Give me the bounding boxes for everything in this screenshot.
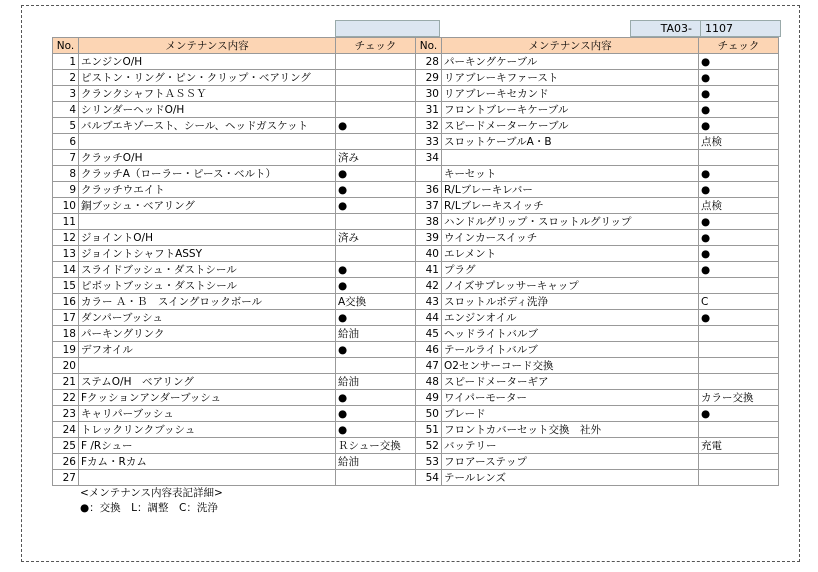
left-no-cell: 26 — [53, 454, 79, 470]
left-no-cell: 23 — [53, 406, 79, 422]
left-check-cell — [336, 214, 416, 230]
left-content-cell: 銅ブッシュ・ベアリング — [79, 198, 336, 214]
left-no-cell: 10 — [53, 198, 79, 214]
left-check-cell — [336, 102, 416, 118]
left-no-cell: 15 — [53, 278, 79, 294]
left-no-cell: 16 — [53, 294, 79, 310]
table-row — [53, 406, 779, 422]
left-no-cell: 4 — [53, 102, 79, 118]
left-check-cell — [336, 358, 416, 374]
right-no-cell: 33 — [416, 134, 442, 150]
right-no-cell: 50 — [416, 406, 442, 422]
table-row — [53, 374, 779, 390]
right-check-cell: カラー交換 — [699, 390, 779, 406]
left-content-cell: バルブエキゾースト、シール、ヘッドガスケット — [79, 118, 336, 134]
left-check-cell — [336, 470, 416, 486]
left-check-cell: ● — [336, 198, 416, 214]
right-no-cell — [416, 166, 442, 182]
right-content-cell: O2センサーコード交換 — [442, 358, 699, 374]
right-no-cell: 29 — [416, 70, 442, 86]
right-content-cell: ワイパーモーター — [442, 390, 699, 406]
left-content-cell: エンジンO/H — [79, 54, 336, 70]
legend-items: ●：交換 L：調整 C：洗浄 — [80, 502, 218, 514]
left-check-cell: ● — [336, 406, 416, 422]
left-check-cell: ● — [336, 390, 416, 406]
right-check-cell — [699, 326, 779, 342]
table-row — [53, 390, 779, 406]
right-content-cell: リアブレーキファースト — [442, 70, 699, 86]
table-row — [53, 150, 779, 166]
legend — [80, 486, 223, 516]
left-content-cell: スライドブッシュ・ダストシール — [79, 262, 336, 278]
right-check-cell: ● — [699, 102, 779, 118]
left-content-cell: パーキングリンク — [79, 326, 336, 342]
right-content-cell: エレメント — [442, 246, 699, 262]
right-check-cell — [699, 422, 779, 438]
table-row — [53, 70, 779, 86]
left-check-cell: ● — [336, 118, 416, 134]
table-row — [53, 342, 779, 358]
table-row — [53, 438, 779, 454]
right-check-cell — [699, 278, 779, 294]
right-no-cell: 28 — [416, 54, 442, 70]
left-no-cell: 7 — [53, 150, 79, 166]
table-row — [53, 246, 779, 262]
right-check-cell — [699, 374, 779, 390]
right-content-cell: テールライトバルブ — [442, 342, 699, 358]
left-check-cell: ● — [336, 182, 416, 198]
left-check-cell: ● — [336, 310, 416, 326]
table-row — [53, 198, 779, 214]
left-content-cell: ステムO/H ベアリング — [79, 374, 336, 390]
table-row — [53, 310, 779, 326]
right-no-cell: 44 — [416, 310, 442, 326]
left-no-cell: 17 — [53, 310, 79, 326]
left-no-cell: 25 — [53, 438, 79, 454]
left-content-cell: カラー Ａ・Ｂ スイングロックボール — [79, 294, 336, 310]
left-check-cell — [336, 86, 416, 102]
right-check-cell — [699, 342, 779, 358]
right-content-cell: ノイズサプレッサーキャップ — [442, 278, 699, 294]
right-check-cell: ● — [699, 214, 779, 230]
right-no-cell: 34 — [416, 150, 442, 166]
maintenance-table — [52, 37, 779, 486]
right-check-cell: ● — [699, 118, 779, 134]
col-header-content-right: メンテナンス内容 — [442, 38, 699, 54]
left-content-cell: クラッチウエイト — [79, 182, 336, 198]
left-check-cell — [336, 70, 416, 86]
table-header-row — [53, 38, 779, 54]
left-check-cell: ● — [336, 278, 416, 294]
right-no-cell: 32 — [416, 118, 442, 134]
right-content-cell: パーキングケーブル — [442, 54, 699, 70]
right-check-cell — [699, 454, 779, 470]
right-check-cell: ● — [699, 230, 779, 246]
right-check-cell: 充電 — [699, 438, 779, 454]
left-no-cell: 13 — [53, 246, 79, 262]
right-content-cell: フロントブレーキケーブル — [442, 102, 699, 118]
right-no-cell: 46 — [416, 342, 442, 358]
right-check-cell: ● — [699, 406, 779, 422]
right-no-cell: 52 — [416, 438, 442, 454]
table-row — [53, 86, 779, 102]
right-content-cell: R/Lブレーキレバー — [442, 182, 699, 198]
right-content-cell: フロントカバーセット交換 社外 — [442, 422, 699, 438]
left-content-cell: ピボットブッシュ・ダストシール — [79, 278, 336, 294]
right-content-cell: スロットルボディ洗浄 — [442, 294, 699, 310]
left-no-cell: 12 — [53, 230, 79, 246]
left-check-cell — [336, 134, 416, 150]
left-no-cell: 14 — [53, 262, 79, 278]
right-no-cell: 43 — [416, 294, 442, 310]
col-header-check-left: チェック — [336, 38, 416, 54]
left-content-cell — [79, 214, 336, 230]
right-check-cell: ● — [699, 70, 779, 86]
doc-code-value: 1107 — [700, 20, 781, 37]
right-content-cell: ヘッドライトバルブ — [442, 326, 699, 342]
left-check-cell: 済み — [336, 230, 416, 246]
left-check-cell: Ｒシュー交換 — [336, 438, 416, 454]
left-content-cell: F /Rシュー — [79, 438, 336, 454]
right-content-cell: ブレード — [442, 406, 699, 422]
table-row — [53, 166, 779, 182]
left-content-cell: クラッチO/H — [79, 150, 336, 166]
col-header-no-right: No. — [416, 38, 442, 54]
right-no-cell: 30 — [416, 86, 442, 102]
left-no-cell: 22 — [53, 390, 79, 406]
right-check-cell: C — [699, 294, 779, 310]
right-content-cell: フロアーステップ — [442, 454, 699, 470]
right-content-cell: エンジンオイル — [442, 310, 699, 326]
left-content-cell: ピストン・リング・ピン・クリップ・ベアリング — [79, 70, 336, 86]
table-row — [53, 278, 779, 294]
right-no-cell: 47 — [416, 358, 442, 374]
left-content-cell: ジョイントO/H — [79, 230, 336, 246]
right-no-cell: 42 — [416, 278, 442, 294]
check-header-cell — [335, 20, 440, 37]
table-body — [53, 54, 779, 486]
right-content-cell: ウインカースイッチ — [442, 230, 699, 246]
right-no-cell: 45 — [416, 326, 442, 342]
table-row — [53, 118, 779, 134]
table-row — [53, 102, 779, 118]
right-content-cell: リアブレーキセカンド — [442, 86, 699, 102]
left-content-cell: ジョイントシャフトASSY — [79, 246, 336, 262]
left-no-cell: 1 — [53, 54, 79, 70]
table-row — [53, 182, 779, 198]
right-no-cell: 39 — [416, 230, 442, 246]
left-no-cell: 27 — [53, 470, 79, 486]
left-check-cell: 給油 — [336, 374, 416, 390]
left-no-cell: 3 — [53, 86, 79, 102]
left-content-cell: ダンパーブッシュ — [79, 310, 336, 326]
right-content-cell: スピードメーターケーブル — [442, 118, 699, 134]
table-row — [53, 54, 779, 70]
left-no-cell: 5 — [53, 118, 79, 134]
left-no-cell: 20 — [53, 358, 79, 374]
legend-title: <メンテナンス内容表記詳細> — [80, 487, 223, 499]
right-check-cell: 点検 — [699, 134, 779, 150]
table-row — [53, 454, 779, 470]
right-no-cell: 41 — [416, 262, 442, 278]
right-check-cell — [699, 150, 779, 166]
right-no-cell: 53 — [416, 454, 442, 470]
col-header-no-left: No. — [53, 38, 79, 54]
right-content-cell: ハンドルグリップ・スロットルグリップ — [442, 214, 699, 230]
table-row — [53, 262, 779, 278]
right-no-cell: 54 — [416, 470, 442, 486]
table-row — [53, 422, 779, 438]
doc-code-label: TA03- — [630, 20, 700, 37]
right-check-cell: ● — [699, 182, 779, 198]
right-check-cell: ● — [699, 54, 779, 70]
left-content-cell: デフオイル — [79, 342, 336, 358]
right-content-cell: バッテリー — [442, 438, 699, 454]
right-no-cell: 51 — [416, 422, 442, 438]
left-no-cell: 9 — [53, 182, 79, 198]
left-no-cell: 2 — [53, 70, 79, 86]
right-no-cell: 48 — [416, 374, 442, 390]
right-check-cell: ● — [699, 166, 779, 182]
left-check-cell: A交換 — [336, 294, 416, 310]
table-row — [53, 230, 779, 246]
left-content-cell: クランクシャフトＡＳＳＹ — [79, 86, 336, 102]
left-check-cell: 済み — [336, 150, 416, 166]
right-check-cell: ● — [699, 310, 779, 326]
right-content-cell — [442, 150, 699, 166]
left-no-cell: 24 — [53, 422, 79, 438]
left-check-cell: ● — [336, 422, 416, 438]
left-content-cell: Fカム・Rカム — [79, 454, 336, 470]
table-row — [53, 134, 779, 150]
right-no-cell: 31 — [416, 102, 442, 118]
right-check-cell — [699, 358, 779, 374]
right-content-cell: R/Lブレーキスイッチ — [442, 198, 699, 214]
left-check-cell: ● — [336, 166, 416, 182]
left-no-cell: 18 — [53, 326, 79, 342]
right-no-cell: 40 — [416, 246, 442, 262]
left-content-cell: クラッチA（ローラー・ピース・ベルト） — [79, 166, 336, 182]
left-content-cell: キャリパーブッシュ — [79, 406, 336, 422]
left-check-cell — [336, 246, 416, 262]
left-no-cell: 8 — [53, 166, 79, 182]
right-content-cell: テールレンズ — [442, 470, 699, 486]
table-row — [53, 294, 779, 310]
left-check-cell: ● — [336, 342, 416, 358]
left-check-cell: ● — [336, 262, 416, 278]
table-row — [53, 470, 779, 486]
table-row — [53, 214, 779, 230]
left-content-cell — [79, 358, 336, 374]
left-check-cell — [336, 54, 416, 70]
left-no-cell: 11 — [53, 214, 79, 230]
left-no-cell: 6 — [53, 134, 79, 150]
right-no-cell: 49 — [416, 390, 442, 406]
right-no-cell: 38 — [416, 214, 442, 230]
left-content-cell: シリンダーヘッドO/H — [79, 102, 336, 118]
left-check-cell: 給油 — [336, 326, 416, 342]
right-content-cell: キーセット — [442, 166, 699, 182]
left-check-cell: 給油 — [336, 454, 416, 470]
left-no-cell: 19 — [53, 342, 79, 358]
left-content-cell — [79, 134, 336, 150]
table-row — [53, 326, 779, 342]
col-header-content-left: メンテナンス内容 — [79, 38, 336, 54]
right-check-cell — [699, 470, 779, 486]
right-check-cell: ● — [699, 86, 779, 102]
col-header-check-right: チェック — [699, 38, 779, 54]
right-content-cell: プラグ — [442, 262, 699, 278]
right-content-cell: スピードメーターギア — [442, 374, 699, 390]
left-no-cell: 21 — [53, 374, 79, 390]
right-check-cell: ● — [699, 262, 779, 278]
right-content-cell: スロットケーブルA・B — [442, 134, 699, 150]
table-row — [53, 358, 779, 374]
left-content-cell — [79, 470, 336, 486]
right-check-cell: ● — [699, 246, 779, 262]
right-no-cell: 36 — [416, 182, 442, 198]
left-content-cell: トレックリンクブッシュ — [79, 422, 336, 438]
right-no-cell: 37 — [416, 198, 442, 214]
right-check-cell: 点検 — [699, 198, 779, 214]
left-content-cell: Fクッションアンダーブッシュ — [79, 390, 336, 406]
